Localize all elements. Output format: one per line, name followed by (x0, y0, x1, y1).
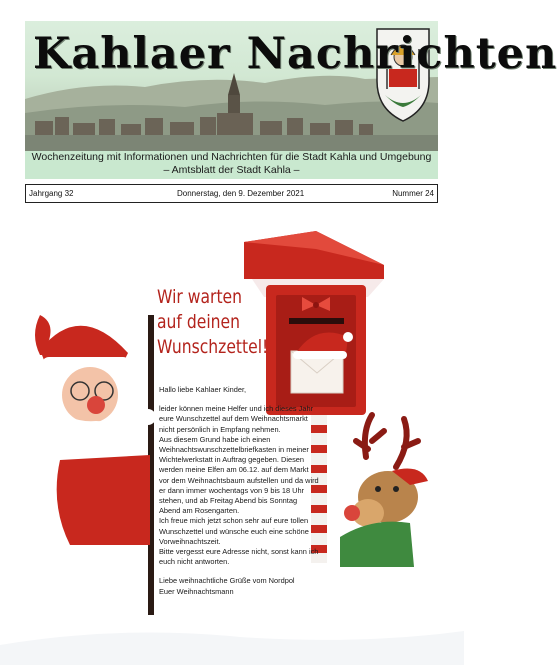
issue-date: Donnerstag, den 9. Dezember 2021 (177, 189, 305, 198)
headline-line: auf deinen (157, 311, 240, 333)
subtitle-line: Wochenzeitung mit Informationen und Nachrichten für die Stadt Kahla und Umgebung (31, 151, 432, 163)
issue-number: Nummer 24 (392, 189, 434, 198)
letter-paragraph: leider können meine Helfer und ich dieses Jahr eure Wunschzettel auf dem Weihnachtsmarkt nicht persönlich in Empfang nehmen. (159, 404, 314, 434)
issue-info-bar (25, 184, 438, 203)
headline-line: Wunschzettel! (157, 336, 269, 358)
headline (157, 285, 268, 360)
letter-paragraph: Ich freue mich jetzt schon sehr auf eure tollen Wunschzettel und wünsche euch eine schöne Vorweihnachtszeit. (159, 516, 309, 546)
letter-signature: Euer Weihnachtsmann (159, 586, 234, 596)
letter-salutation: Hallo liebe Kahlaer Kinder, (159, 385, 247, 394)
subtitle-band (25, 151, 438, 179)
headline-line: Wir warten (157, 286, 243, 308)
santa-letter (159, 385, 319, 597)
letter-closing: Liebe weihnachtliche Grüße vom Nordpol (159, 576, 295, 586)
santa-claus (26, 315, 156, 545)
letter-paragraph: Bitte vergesst eure Adresse nicht, sonst kann ich euch nicht antworten. (159, 547, 319, 567)
newspaper-title: Kahlaer Nachrichten (33, 29, 557, 79)
masthead-banner (25, 21, 557, 151)
volume-label: Jahrgang 32 (29, 189, 74, 198)
subtitle-official: – Amtsblatt der Stadt Kahla – (163, 164, 300, 176)
letter-paragraph: Aus diesem Grund habe ich einen Weihnachtswunschzettelbriefkasten in meiner Wichtelwerkstatt in Auftrag gegeben. Diesen werden meine Elfen am 06.12. auf dem Markt vor dem Weihnachtsbaum aufstellen und da wird er dann immer wochentags von 9 bis 18 Uhr stehen, und ab Freitag Abend bis Sonntag Abend am Rosengarten. (159, 434, 319, 516)
reindeer (332, 415, 428, 567)
